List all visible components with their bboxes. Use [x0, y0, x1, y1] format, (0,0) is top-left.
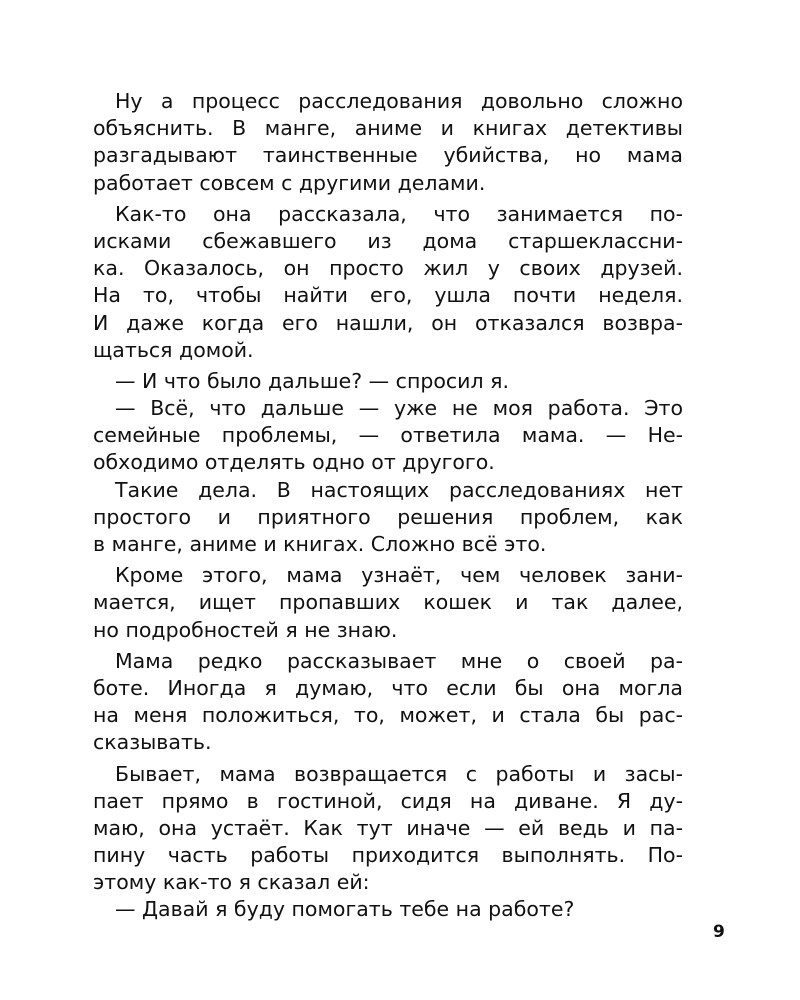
text-line: сказывать.: [93, 730, 212, 755]
text-line: разгадывают таинственные убийства, но мама: [93, 143, 683, 168]
text-line: объяснить. В манге, аниме и книгах детективы: [93, 116, 683, 141]
text-line: Мама редко рассказывает мне о своей ра-: [115, 648, 683, 673]
text-line: щаться домой.: [93, 337, 254, 362]
text-line: в манге, аниме и книгах. Сложно всё это.: [93, 532, 547, 556]
text-line: семейные проблемы, — ответила мама. — Не-: [93, 423, 683, 448]
text-line: этому как-то я сказал ей:: [93, 870, 370, 895]
text-line: Как-то она рассказала, что занимается по-: [115, 201, 683, 226]
dialogue-line: — И что было дальше? — спросил я.: [115, 368, 509, 393]
text-line: мается, ищет пропавших кошек и так далее,: [93, 590, 683, 615]
text-line: боте. Иногда я думаю, что если бы она могла: [93, 675, 683, 700]
text-line: простого и приятного решения проблем, как: [93, 504, 683, 529]
text-line: обходимо отделять одно от другого.: [93, 450, 495, 475]
text-line: пину часть работы приходится выполнять. По-: [93, 843, 683, 868]
text-line: маю, она устаёт. Как тут иначе — ей ведь и па-: [93, 815, 683, 840]
text-line: но подробностей я не знаю.: [93, 617, 398, 642]
text-line: пает прямо в гостиной, сидя на диване. Я ду-: [93, 788, 683, 813]
dialogue-line: — Всё, что дальше — уже не моя работа. Это: [115, 396, 683, 421]
text-line: исками сбежавшего из дома старшеклассни-: [93, 228, 683, 253]
page-number: 9: [713, 922, 726, 942]
text-line: Ну а процесс расследования довольно сложно: [115, 89, 683, 113]
text-line: Бывает, мама возвращается с работы и засы-: [115, 761, 683, 786]
text-line: работает совсем с другими делами.: [93, 170, 486, 195]
page-text: [93, 88, 683, 924]
text-line: И даже когда его нашли, он отказался возвра-: [93, 310, 683, 335]
dialogue-line: — Давай я буду помогать тебе на работе?: [115, 897, 575, 922]
text-line: На то, чтобы найти его, ушла почти неделя.: [93, 283, 683, 308]
text-line: ка. Оказалось, он просто жил у своих друзей.: [93, 256, 683, 281]
text-line: Кроме этого, мама узнаёт, чем человек зани-: [115, 563, 683, 588]
text-line: на меня положиться, то, может, и стала бы рас-: [93, 703, 683, 728]
text-line: Такие дела. В настоящих расследованиях нет: [115, 477, 683, 502]
